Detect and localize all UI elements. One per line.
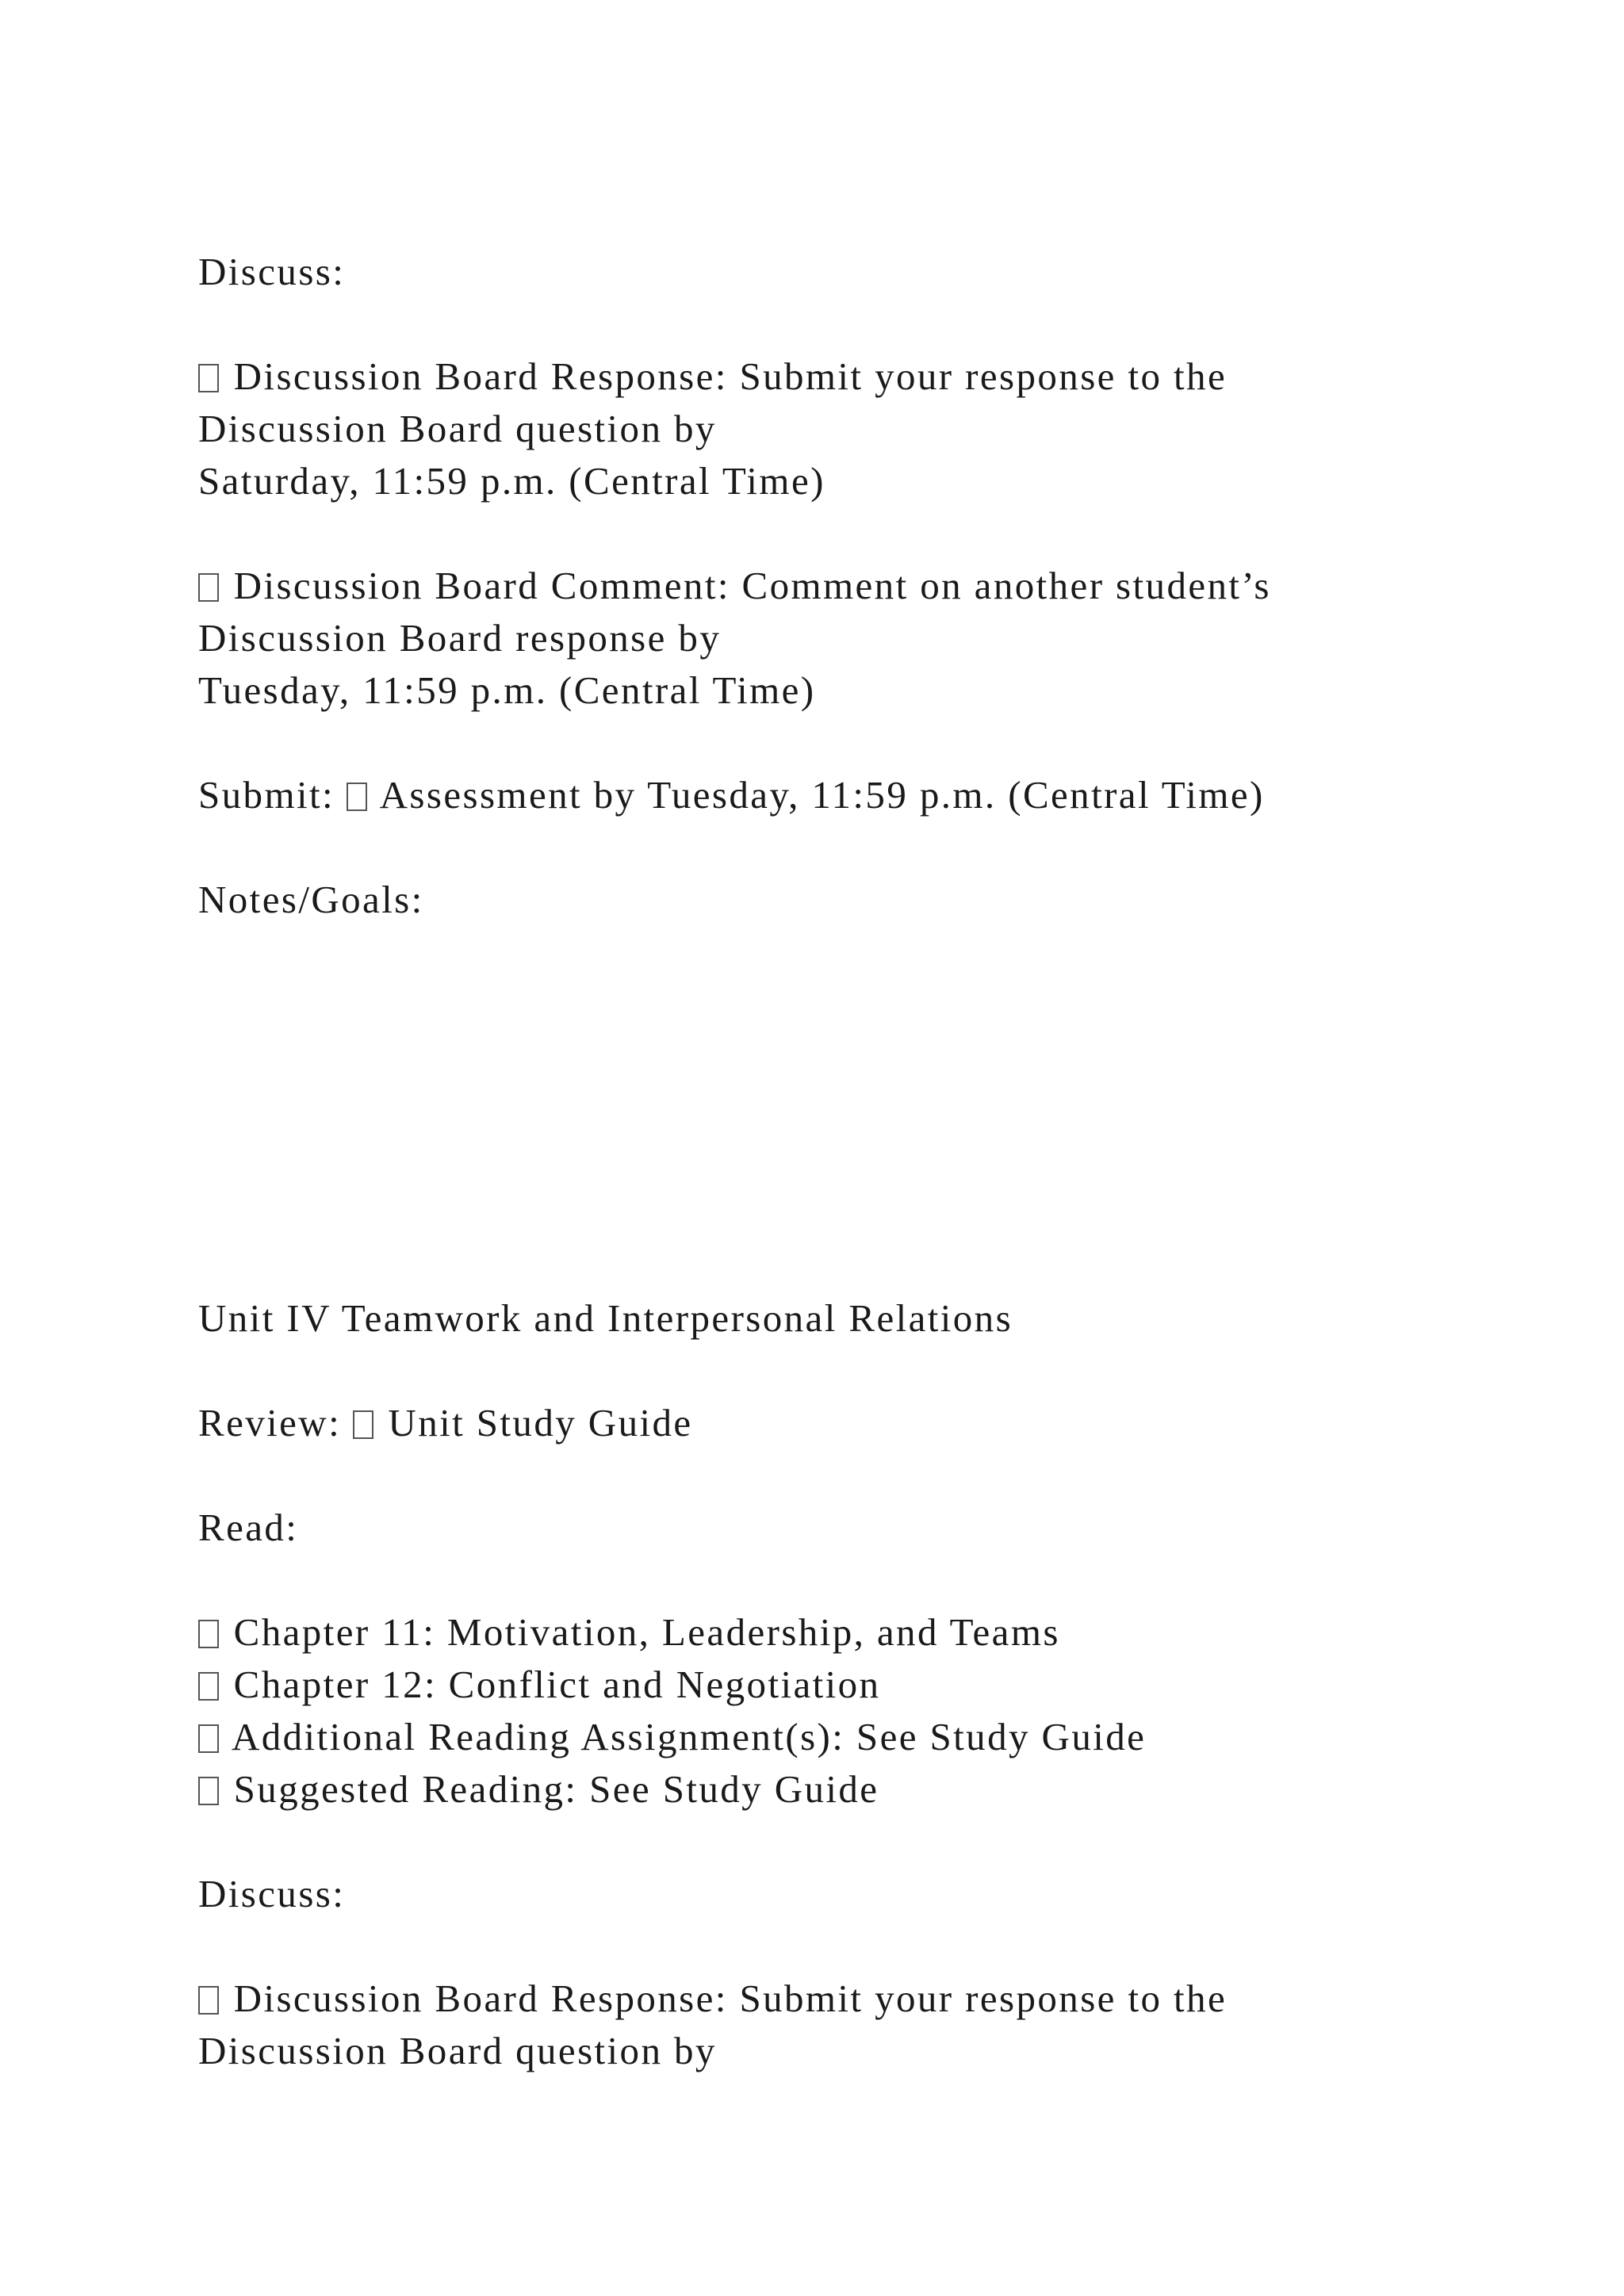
discussion-comment-item bbox=[198, 566, 1271, 605]
discuss-heading: Discuss: bbox=[198, 1872, 346, 1915]
read-list-item bbox=[198, 1767, 879, 1811]
checkbox-icon bbox=[198, 573, 219, 602]
checkbox-icon bbox=[198, 1672, 219, 1701]
discussion-comment-due: Tuesday, 11:59 p.m. (Central Time) bbox=[198, 668, 816, 712]
discussion-response-line2: Discussion Board question by bbox=[198, 407, 717, 450]
discussion-comment-text: Discussion Board Comment: Comment on another student’s bbox=[233, 564, 1271, 607]
submit-label: Submit: bbox=[198, 773, 335, 817]
read-list-item bbox=[198, 1717, 1146, 1756]
checkbox-icon bbox=[198, 364, 219, 392]
review-line bbox=[198, 1401, 693, 1445]
discussion-response-line2: Discussion Board question by bbox=[198, 2029, 717, 2072]
submit-line bbox=[198, 773, 1265, 817]
review-item: Unit Study Guide bbox=[388, 1401, 693, 1445]
discussion-response-item bbox=[198, 1976, 1228, 2020]
read-item-text: Suggested Reading: See Study Guide bbox=[233, 1767, 879, 1811]
checkbox-icon bbox=[198, 1620, 219, 1648]
checkbox-icon bbox=[198, 1986, 219, 2015]
discussion-response-text: Discussion Board Response: Submit your response to the bbox=[233, 1976, 1228, 2020]
discussion-response-item bbox=[198, 354, 1228, 398]
submit-item: Assessment by Tuesday, 11:59 p.m. (Central Time) bbox=[379, 773, 1265, 817]
checkbox-icon bbox=[353, 1410, 373, 1439]
checkbox-icon bbox=[198, 1724, 219, 1753]
read-item-text: Chapter 12: Conflict and Negotiation bbox=[233, 1663, 881, 1706]
read-heading: Read: bbox=[198, 1506, 299, 1549]
discussion-response-text: Discussion Board Response: Submit your response to the bbox=[233, 354, 1228, 398]
discussion-response-due: Saturday, 11:59 p.m. (Central Time) bbox=[198, 459, 825, 503]
read-list-item bbox=[198, 1665, 880, 1704]
read-list-item bbox=[198, 1610, 1060, 1654]
discussion-comment-line2: Discussion Board response by bbox=[198, 616, 722, 660]
review-label: Review: bbox=[198, 1401, 342, 1445]
read-item-text: Chapter 11: Motivation, Leadership, and Teams bbox=[233, 1610, 1060, 1654]
read-item-text: Additional Reading Assignment(s): See Study Guide bbox=[231, 1715, 1147, 1758]
unit-title: Unit IV Teamwork and Interpersonal Relations bbox=[198, 1296, 1013, 1340]
notes-goals-label: Notes/Goals: bbox=[198, 878, 424, 921]
checkbox-icon bbox=[347, 783, 367, 811]
checkbox-icon bbox=[198, 1777, 219, 1805]
discuss-heading: Discuss: bbox=[198, 250, 346, 293]
